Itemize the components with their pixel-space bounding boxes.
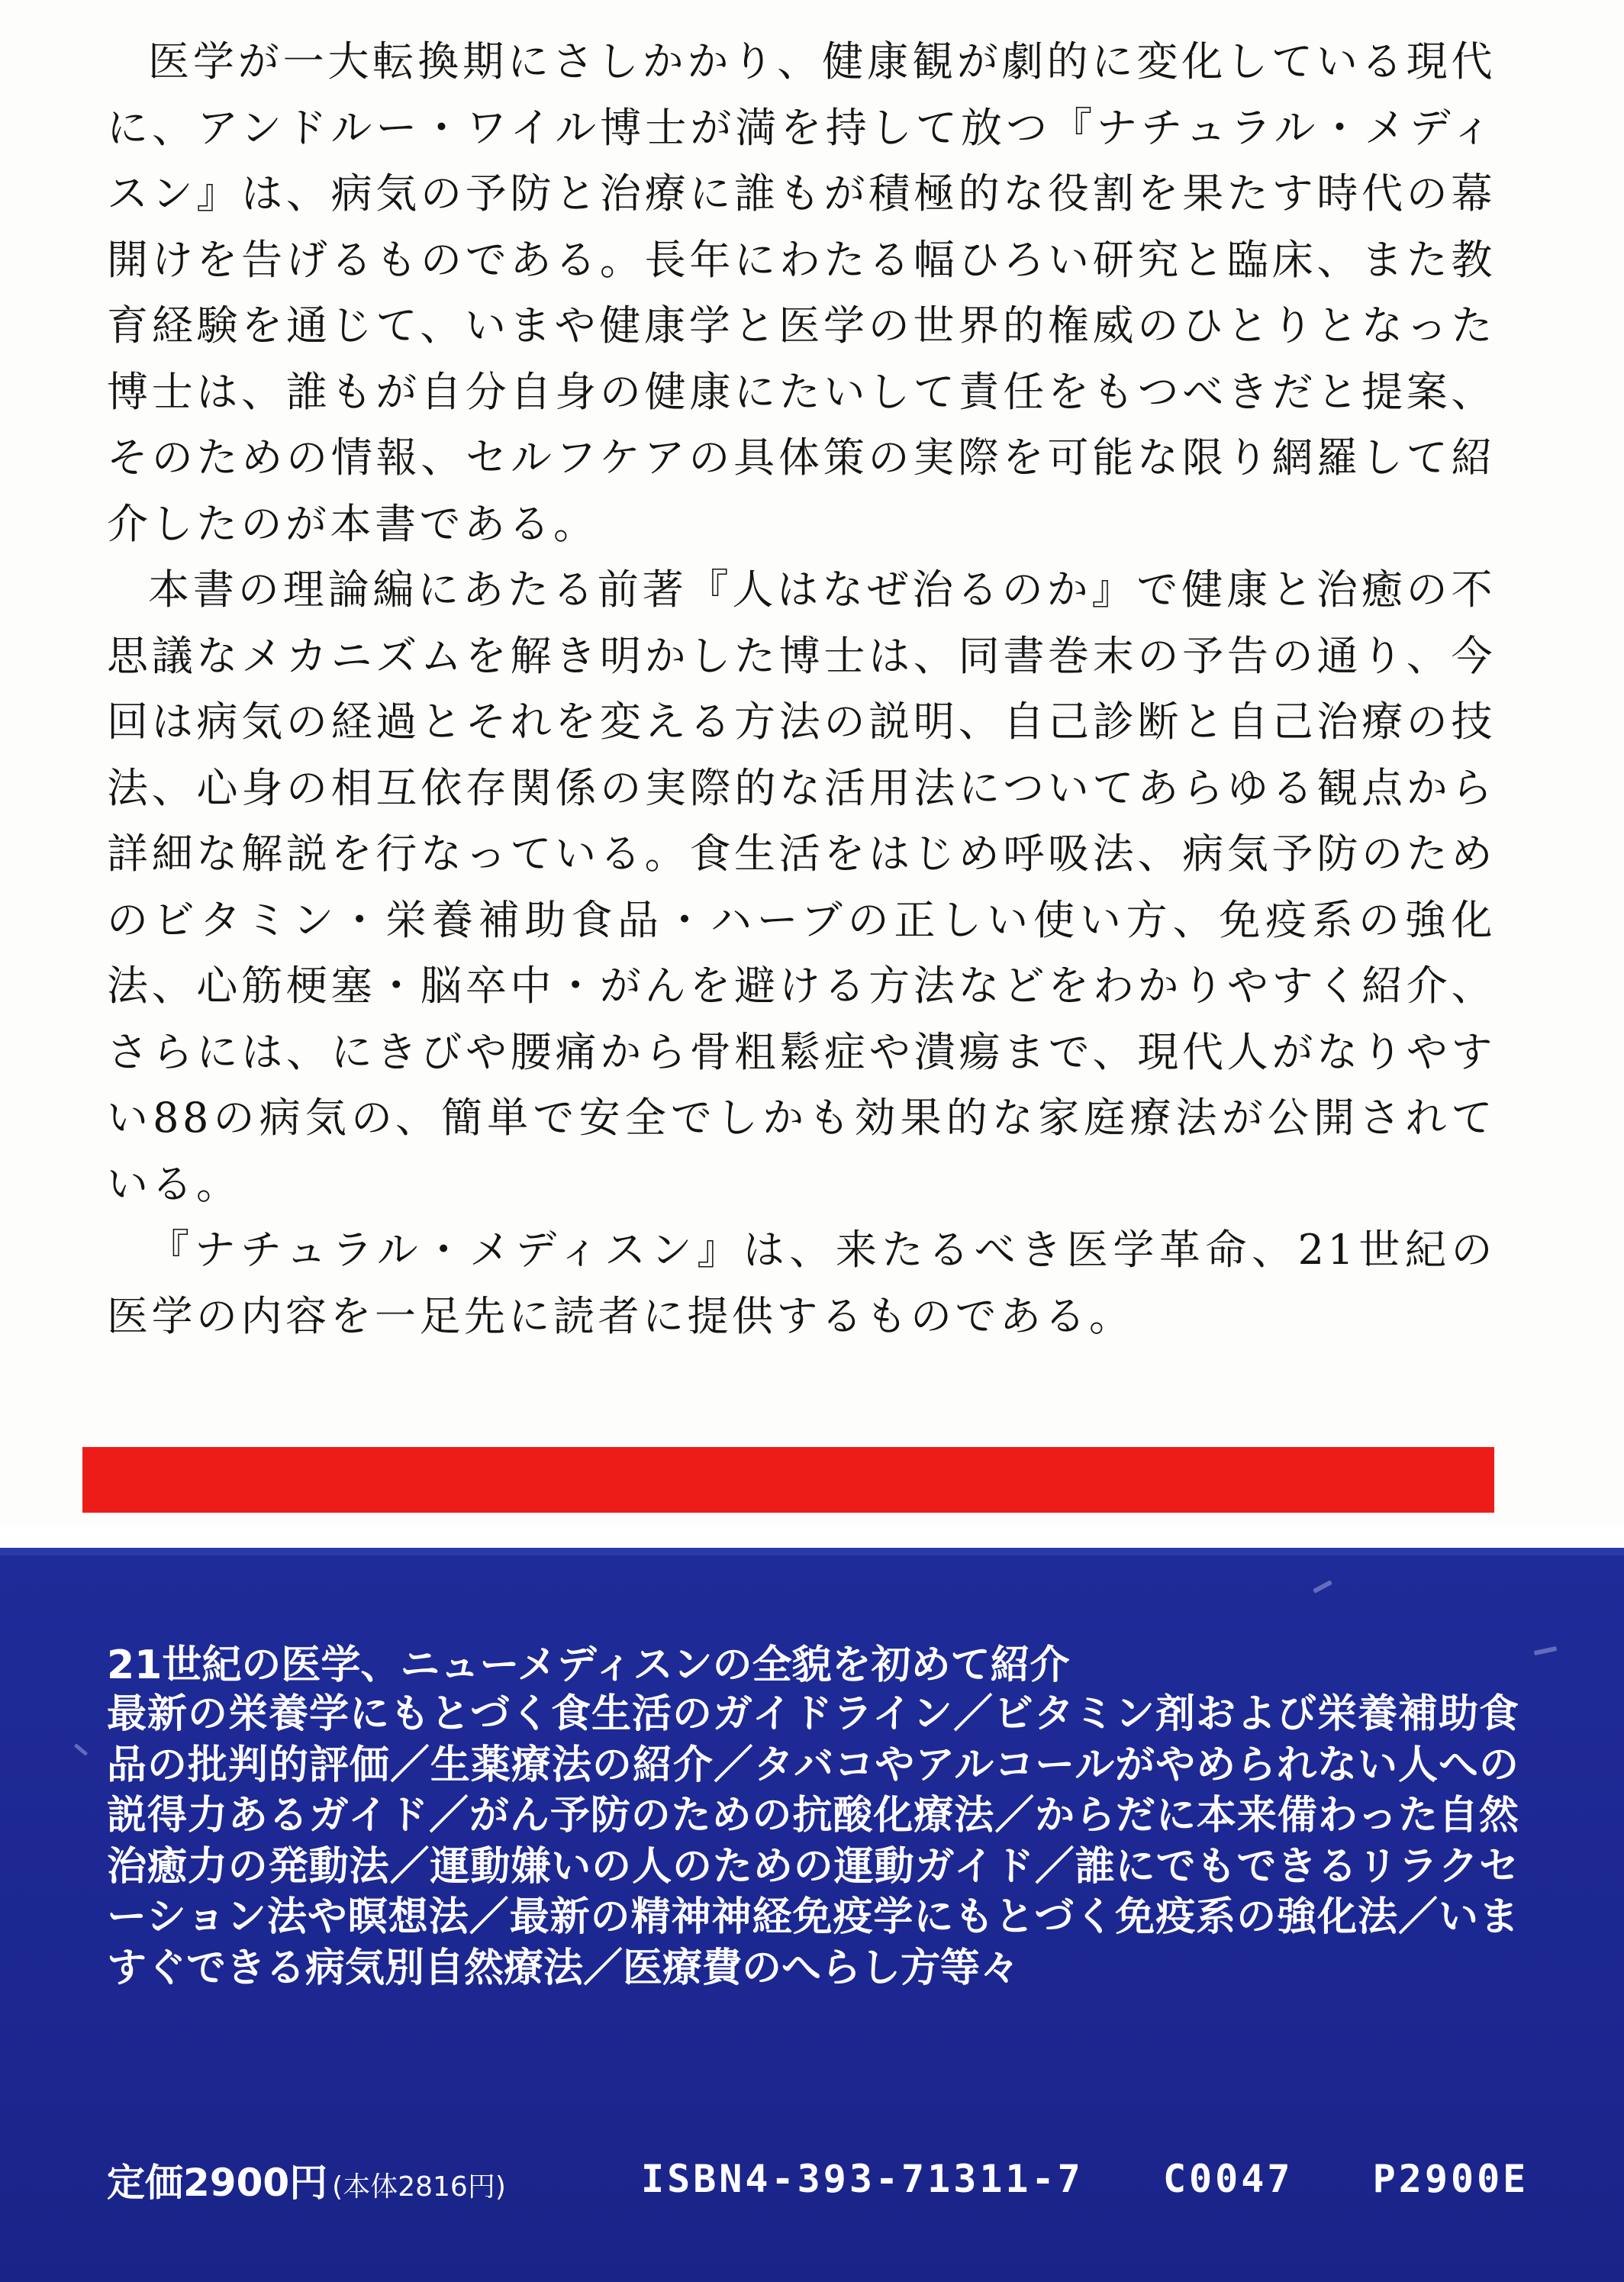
features-list: 最新の栄養学にもとづく食生活のガイドライン／ビタミン剤および栄養補助食品の批判的評価／生薬療法の紹介／タバコやアルコールがやめられない人への説得力あるガイド／がん予防のための抗酸化療法／からだに本来備わった自然治癒力の発動法／運動嫌いの人のための運動ガイド／誰にでもできるリラクセーション法や瞑想法／最新の精神神経免疫学にもとづく免疫系の強化法／いますぐできる病気別自然療法／医療費のへらし方等々 (107, 1691, 1519, 1991)
red-accent-bar (82, 1447, 1494, 1513)
description-paragraph-1: 医学が一大転換期にさしかかり、健康観が劇的に変化している現代に、アンドルー・ワイル博士が満を持して放つ『ナチュラル・メディスン』は、病気の予防と治療に誰もが積極的な役割を果たす時代の幕開けを告げるものである。長年にわたる幅ひろい研究と臨床、また教育経験を通じて、いまや健康学と医学の世界的権威のひとりとなった博士は、誰もが自分自身の健康にたいして責任をもつべきだと提案、そのための情報、セルフケアの具体策の実際を可能な限り網羅して紹介したのが本書である。 (107, 37, 1496, 548)
scuff-mark (1313, 1580, 1332, 1594)
price-line (107, 2152, 506, 2206)
description-paragraph-2: 本書の理論編にあたる前著『人はなぜ治るのか』で健康と治癒の不思議なメカニズムを解き明かした博士は、同書巻末の予告の通り、今回は病気の経過とそれを変える方法の説明、自己診断と自己治療の技法、心身の相互依存関係の実際的な活用法についてあらゆる観点から詳細な解説を行なっている。食生活をはじめ呼吸法、病気予防のためのビタミン・栄養補助食品・ハーブの正しい使い方、免疫系の強化法、心筋梗塞・脳卒中・がんを避ける方法などをわかりやすく紹介、さらには、にきびや腰痛から骨粗鬆症や潰瘍まで、現代人がなりやすい88の病気の、簡単で安全でしかも効果的な家庭療法が公開されている。 (107, 566, 1496, 1208)
scuff-mark (74, 1743, 89, 1756)
description-paragraph-3: 『ナチュラル・メディスン』は、来たるべき医学革命、21世紀の医学の内容を一足先に読者に提供するものである。 (107, 1226, 1496, 1340)
description-text (107, 29, 1496, 1349)
band-top-edge (0, 1548, 1624, 1555)
price-base-note: (本体2816円) (332, 2171, 506, 2203)
isbn-codes: ISBN4-393-71311-7 C0047 P2900E (641, 2157, 1529, 2201)
price-label: 定価2900円 (107, 2161, 328, 2205)
features-heading: 21世紀の医学、ニューメディスンの全貌を初めて紹介 (107, 1642, 1070, 1688)
